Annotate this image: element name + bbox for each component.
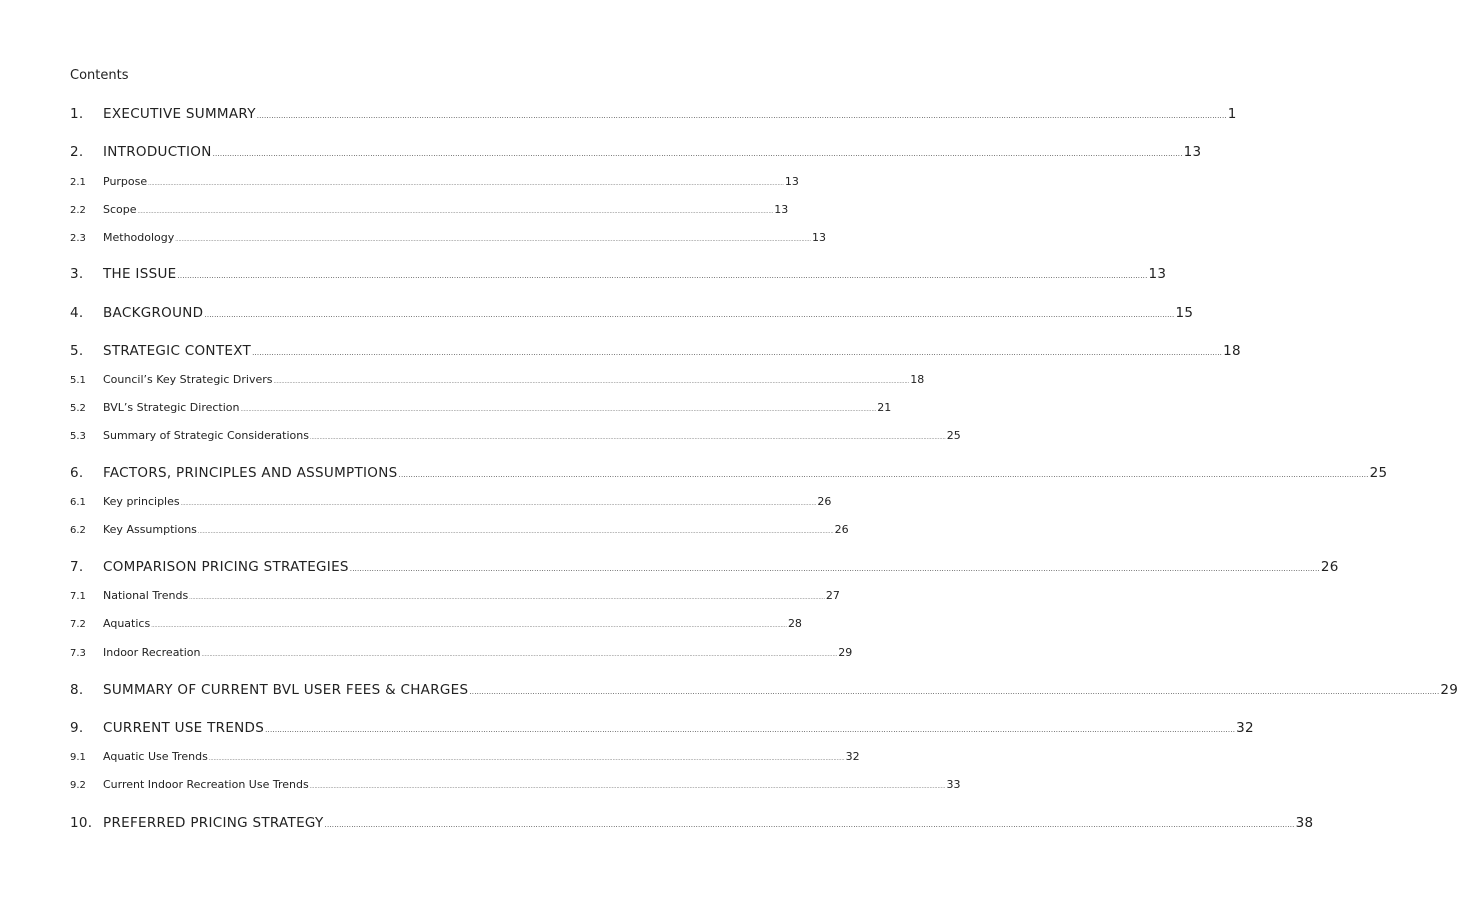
toc-entry-number: 2.2: [70, 205, 86, 216]
toc-entry-page-number: 33: [946, 778, 961, 791]
toc-entry-page-number: 26: [1320, 559, 1339, 575]
toc-entry[interactable]: [70, 682, 1458, 698]
toc-entry-page-number: 25: [1369, 465, 1388, 481]
toc-entry[interactable]: [70, 266, 1167, 282]
toc-dot-leader: ................................................................................................................................................................................................................................................................................................................................................................................................................: [204, 311, 1175, 319]
toc-entry-number: 7.3: [70, 648, 86, 659]
toc-entry-number: 5.2: [70, 403, 86, 414]
toc-dot-leader: ................................................................................................................................................................................................................................................................................................................................................................................................................: [201, 652, 838, 658]
toc-dot-leader: ................................................................................................................................................................................................................................................................................................................................................................................................................: [273, 379, 910, 385]
toc-dot-leader: ................................................................................................................................................................................................................................................................................................................................................................................................................: [212, 150, 1183, 158]
toc-entry-title: Methodology: [103, 231, 175, 244]
toc-entry-number: 4.: [70, 305, 84, 321]
toc-entry-page-number: 13: [774, 203, 789, 216]
toc-entry-title: FACTORS, PRINCIPLES AND ASSUMPTIONS: [103, 465, 398, 481]
toc-entry-number: 6.1: [70, 497, 86, 508]
toc-dot-leader: ................................................................................................................................................................................................................................................................................................................................................................................................................: [256, 112, 1227, 120]
toc-entry-number: 10.: [70, 815, 93, 831]
toc-dot-leader: ................................................................................................................................................................................................................................................................................................................................................................................................................: [469, 688, 1440, 696]
toc-dot-leader: ................................................................................................................................................................................................................................................................................................................................................................................................................: [252, 349, 1223, 357]
toc-entry-number: 1.: [70, 106, 84, 122]
toc-entry[interactable]: [70, 589, 840, 602]
toc-entry-page-number: 38: [1295, 815, 1314, 831]
toc-entry-title: BACKGROUND: [103, 305, 204, 321]
toc-entry[interactable]: [70, 203, 789, 216]
toc-entry[interactable]: [70, 495, 832, 508]
toc-entry-number: 5.3: [70, 431, 86, 442]
toc-entry-page-number: 15: [1175, 305, 1194, 321]
toc-entry-page-number: 13: [784, 175, 799, 188]
toc-entry-page-number: 13: [1183, 144, 1202, 160]
toc-entry-number: 7.2: [70, 619, 86, 630]
toc-entry[interactable]: [70, 815, 1314, 831]
toc-entry-number: 9.: [70, 720, 84, 736]
toc-entry[interactable]: [70, 750, 860, 763]
toc-entry-title: Summary of Strategic Considerations: [103, 429, 309, 442]
toc-entry-page-number: 28: [787, 617, 802, 630]
toc-entry-number: 6.2: [70, 525, 86, 536]
toc-entry-title: COMPARISON PRICING STRATEGIES: [103, 559, 349, 575]
toc-dot-leader: ................................................................................................................................................................................................................................................................................................................................................................................................................: [240, 407, 877, 413]
toc-dot-leader: ................................................................................................................................................................................................................................................................................................................................................................................................................: [177, 272, 1148, 280]
toc-entry-number: 9.2: [70, 780, 86, 791]
toc-entry-title: Key principles: [103, 495, 180, 508]
toc-entry-number: 2.: [70, 144, 84, 160]
toc-entry[interactable]: [70, 465, 1388, 481]
toc-entry-number: 2.3: [70, 233, 86, 244]
toc-entry-page-number: 26: [817, 495, 832, 508]
toc-entry[interactable]: [70, 373, 925, 386]
toc-dot-leader: ................................................................................................................................................................................................................................................................................................................................................................................................................: [197, 529, 834, 535]
toc-entry[interactable]: [70, 175, 799, 188]
toc-dot-leader: ................................................................................................................................................................................................................................................................................................................................................................................................................: [309, 435, 946, 441]
toc-entry[interactable]: [70, 343, 1241, 359]
toc-entry-page-number: 18: [1223, 343, 1241, 359]
toc-dot-leader: ................................................................................................................................................................................................................................................................................................................................................................................................................: [309, 784, 946, 790]
toc-entry[interactable]: [70, 523, 849, 536]
toc-entry-title: STRATEGIC CONTEXT: [103, 343, 252, 359]
toc-entry-number: 7.1: [70, 591, 86, 602]
toc-entry-number: 3.: [70, 266, 84, 282]
toc-entry-number: 6.: [70, 465, 84, 481]
toc-entry-number: 5.: [70, 343, 84, 359]
toc-entry-number: 2.1: [70, 177, 86, 188]
toc-entry[interactable]: [70, 305, 1194, 321]
toc-entry[interactable]: [70, 106, 1237, 122]
toc-dot-leader: ................................................................................................................................................................................................................................................................................................................................................................................................................: [324, 821, 1295, 829]
toc-entry[interactable]: [70, 231, 827, 244]
toc-entry-title: BVL’s Strategic Direction: [103, 401, 240, 414]
toc-entry[interactable]: [70, 401, 892, 414]
toc-dot-leader: ................................................................................................................................................................................................................................................................................................................................................................................................................: [137, 209, 774, 215]
toc-entry-title: Key Assumptions: [103, 523, 197, 536]
toc-entry-title: Council’s Key Strategic Drivers: [103, 373, 273, 386]
toc-entry[interactable]: [70, 144, 1202, 160]
toc-entry-page-number: 1: [1227, 106, 1237, 122]
toc-entry-page-number: 32: [1236, 720, 1254, 736]
toc-entry-title: Scope: [103, 203, 137, 216]
toc-entry-title: PREFERRED PRICING STRATEGY: [103, 815, 324, 831]
toc-entry-title: Aquatic Use Trends: [103, 750, 208, 763]
toc-entry-title: Aquatics: [103, 617, 151, 630]
toc-entry[interactable]: [70, 559, 1339, 575]
toc-entry[interactable]: [70, 720, 1254, 736]
toc-dot-leader: ................................................................................................................................................................................................................................................................................................................................................................................................................: [148, 181, 784, 187]
toc-entry-page-number: 29: [838, 646, 853, 659]
toc-entry-page-number: 13: [1148, 266, 1167, 282]
toc-entry-page-number: 32: [845, 750, 860, 763]
toc-entry[interactable]: [70, 617, 802, 630]
toc-dot-leader: ................................................................................................................................................................................................................................................................................................................................................................................................................: [175, 237, 812, 243]
toc-entry-title: National Trends: [103, 589, 189, 602]
toc-entry-page-number: 13: [812, 231, 827, 244]
toc-entry-title: Current Indoor Recreation Use Trends: [103, 778, 309, 791]
toc-entry-page-number: 29: [1440, 682, 1458, 698]
toc-dot-leader: ................................................................................................................................................................................................................................................................................................................................................................................................................: [189, 595, 825, 601]
contents-heading: Contents: [70, 68, 129, 83]
toc-entry-page-number: 25: [946, 429, 961, 442]
toc-entry-title: EXECUTIVE SUMMARY: [103, 106, 256, 122]
toc-entry[interactable]: [70, 778, 961, 791]
toc-entry-title: CURRENT USE TRENDS: [103, 720, 265, 736]
toc-dot-leader: ................................................................................................................................................................................................................................................................................................................................................................................................................: [180, 501, 817, 507]
toc-entry[interactable]: [70, 646, 853, 659]
toc-entry-page-number: 27: [825, 589, 840, 602]
toc-entry-page-number: 21: [877, 401, 892, 414]
toc-entry-number: 7.: [70, 559, 84, 575]
toc-entry-title: THE ISSUE: [103, 266, 177, 282]
toc-entry[interactable]: [70, 429, 961, 442]
toc-entry-page-number: 26: [834, 523, 849, 536]
toc-entry-number: 5.1: [70, 375, 86, 386]
toc-dot-leader: ................................................................................................................................................................................................................................................................................................................................................................................................................: [349, 565, 1320, 573]
toc-dot-leader: ................................................................................................................................................................................................................................................................................................................................................................................................................: [398, 471, 1369, 479]
toc-entry-number: 9.1: [70, 752, 86, 763]
toc-entry-title: Purpose: [103, 175, 148, 188]
toc-dot-leader: ................................................................................................................................................................................................................................................................................................................................................................................................................: [208, 756, 845, 762]
toc-entry-title: SUMMARY OF CURRENT BVL USER FEES & CHARGES: [103, 682, 469, 698]
toc-dot-leader: ................................................................................................................................................................................................................................................................................................................................................................................................................: [151, 623, 787, 629]
toc-dot-leader: ................................................................................................................................................................................................................................................................................................................................................................................................................: [265, 726, 1236, 734]
toc-entry-title: Indoor Recreation: [103, 646, 201, 659]
toc-entry-page-number: 18: [910, 373, 925, 386]
toc-entry-title: INTRODUCTION: [103, 144, 212, 160]
toc-entry-number: 8.: [70, 682, 84, 698]
